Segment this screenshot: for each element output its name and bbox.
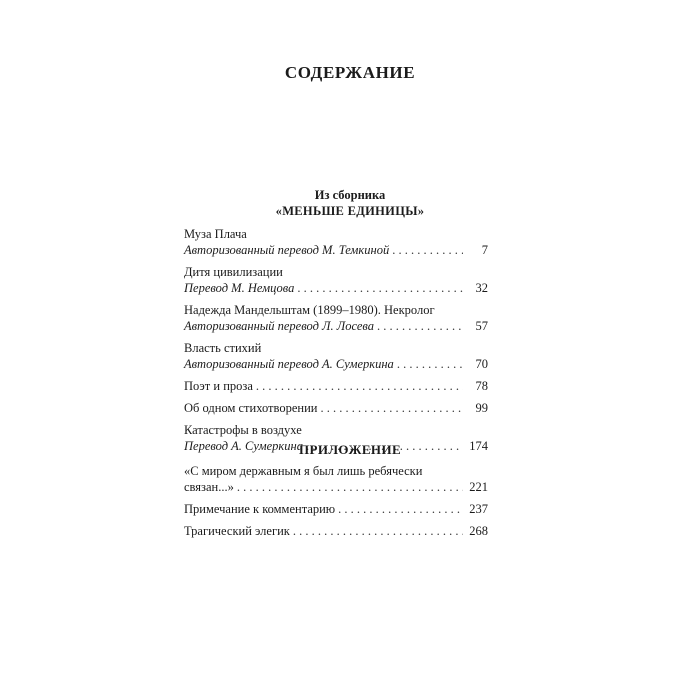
dot-leader — [338, 501, 463, 517]
toc-entry — [184, 264, 488, 296]
toc-entry-row — [184, 523, 488, 539]
toc-entry-row — [184, 356, 488, 372]
toc-section-appendix — [184, 463, 488, 545]
dot-leader — [397, 356, 463, 372]
toc-entry-title: «С миром державным я был лишь ребячески — [184, 464, 423, 478]
toc-entry-translator: Авторизованный перевод М. Темкиной — [184, 243, 390, 257]
toc-entry — [184, 340, 488, 372]
toc-entry — [184, 302, 488, 334]
page-number: 78 — [475, 379, 488, 393]
page-number: 32 — [475, 281, 488, 295]
toc-entry — [184, 378, 488, 394]
dot-leader — [297, 280, 463, 296]
section-heading-appendix: ПРИЛОЖЕНИЕ — [298, 442, 402, 457]
dot-leader — [392, 242, 463, 258]
toc-entry-title: Власть стихий — [184, 341, 262, 355]
toc-entry-title: Поэт и проза — [184, 379, 253, 393]
page-number: 237 — [469, 502, 488, 516]
toc-entry-row — [184, 479, 488, 495]
toc-entry-translator: Перевод М. Немцова — [184, 281, 295, 295]
toc-entry-title: Примечание к комментарию — [184, 502, 336, 516]
page-number: 174 — [469, 439, 488, 453]
toc-entry-title-continued: связан...» — [184, 480, 234, 494]
toc-entry-row — [184, 280, 488, 296]
page-title: СОДЕРЖАНИЕ — [284, 63, 416, 82]
toc-entry-translator: Авторизованный перевод А. Сумеркина — [184, 357, 394, 371]
dot-leader — [256, 378, 463, 394]
section-heading-line2: «МЕНЬШЕ ЕДИНИЦЫ» — [275, 204, 425, 218]
page-number: 70 — [475, 357, 488, 371]
toc-entry-row — [184, 318, 488, 334]
toc-entry — [184, 501, 488, 517]
toc-entry — [184, 523, 488, 539]
toc-entry — [184, 463, 488, 495]
toc-entry-row — [184, 400, 488, 416]
toc-section-collection — [184, 226, 488, 460]
toc-entry-translator: Перевод А. Сумеркина — [184, 439, 303, 453]
dot-leader — [237, 479, 463, 495]
toc-entry-title: Дитя цивилизации — [184, 265, 283, 279]
section-heading-line1: Из сборника — [314, 188, 386, 202]
dot-leader — [320, 400, 463, 416]
dot-leader — [377, 318, 463, 334]
toc-entry-row — [184, 242, 488, 258]
page-number: 7 — [481, 243, 488, 257]
dot-leader — [293, 523, 463, 539]
toc-entry — [184, 226, 488, 258]
toc-entry-title: Муза Плача — [184, 227, 247, 241]
toc-entry-title: Трагический элегик — [184, 524, 290, 538]
toc-entry-row — [184, 378, 488, 394]
toc-entry-translator: Авторизованный перевод Л. Лосева — [184, 319, 374, 333]
toc-entry-row — [184, 501, 488, 517]
page-number: 57 — [475, 319, 488, 333]
page-number: 221 — [469, 480, 488, 494]
toc-entry-title: Об одном стихотворении — [184, 401, 318, 415]
toc-entry — [184, 400, 488, 416]
section-heading-collection — [0, 187, 700, 219]
page-number: 99 — [475, 401, 488, 415]
page-number: 268 — [469, 524, 488, 538]
toc-entry-title: Катастрофы в воздухе — [184, 423, 302, 437]
toc-entry-title: Надежда Мандельштам (1899–1980). Некролог — [184, 303, 435, 317]
